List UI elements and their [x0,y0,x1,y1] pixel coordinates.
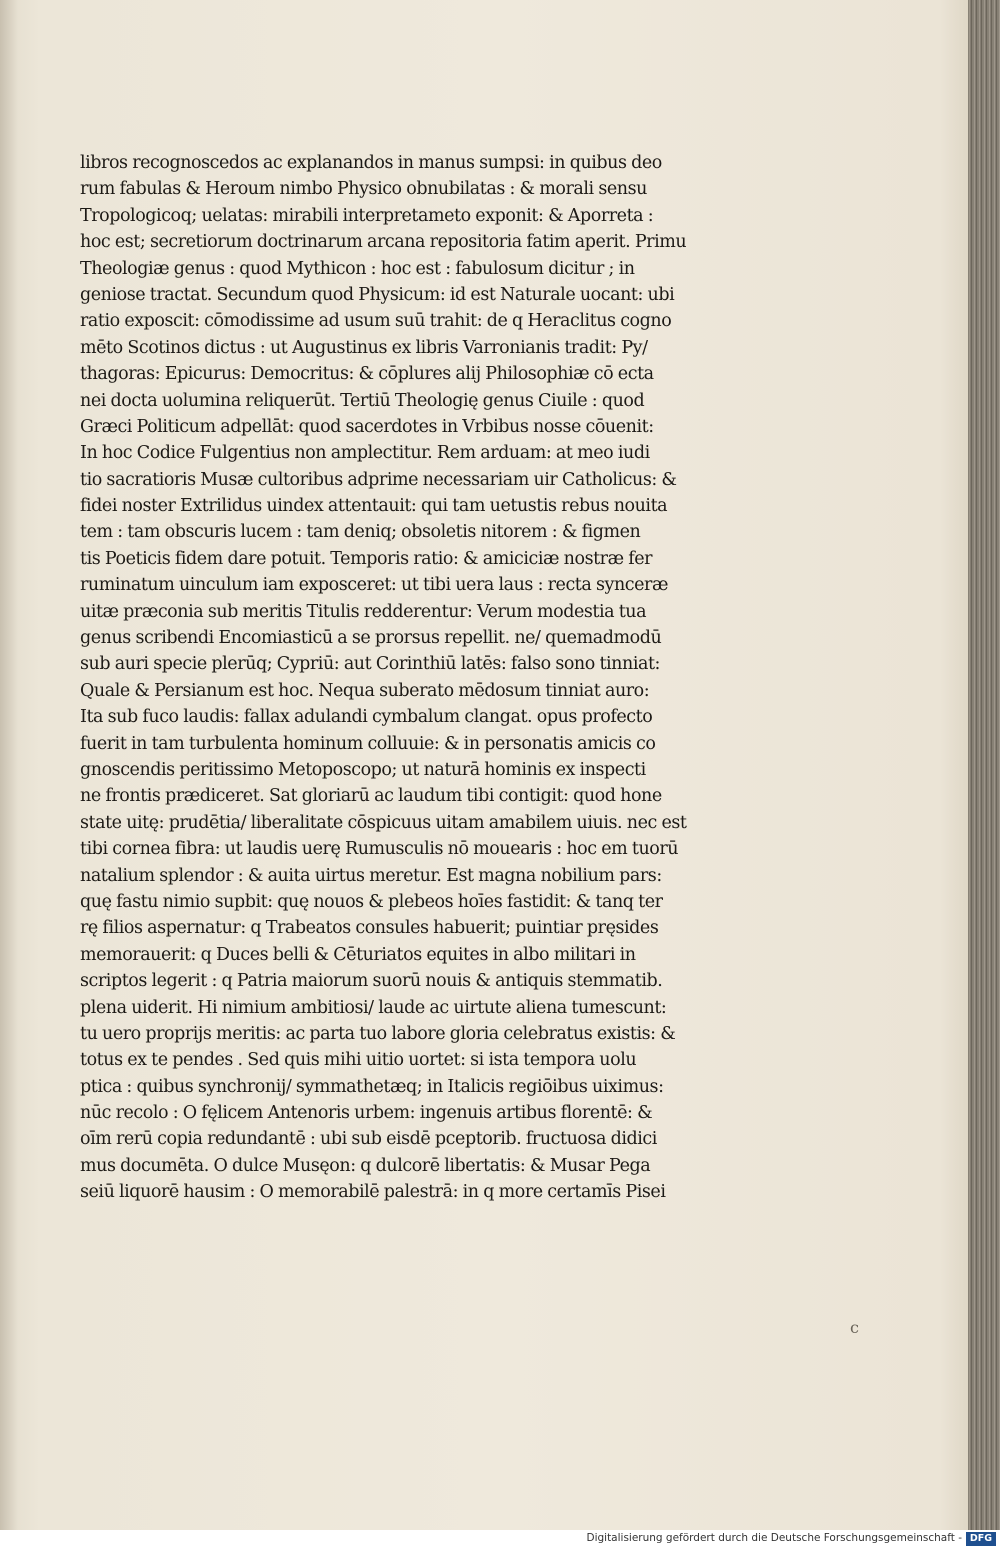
text-line: oīm rerū copia redundantē : ubi sub eisdē pceptorib. fructuosa didici [80,1129,657,1150]
text-line: libros recognoscedos ac explanandos in manus sumpsi: in quibus deo [80,153,662,173]
text-line: natalium splendor : & auita uirtus meretur. Est magna nobilium pars: [80,865,662,886]
text-line: fidei noster Extrilidus uindex attentauit: qui tam uetustis rebus nouita [80,496,668,517]
text-line: sub auri specie plerūq; Cypriū: aut Corinthiū latēs: falso sono tinniat: [80,654,660,675]
text-line: Theologiæ genus : quod Mythicon : hoc est : fabulosum dicitur ; in [80,258,635,279]
text-line: nūc recolo : O fęlicem Antenoris urbem: ingenuis artibus florentē: & [80,1103,653,1124]
text-line: Tropologicoq; uelatas: mirabili interpretameto exponit: & Aporreta : [80,205,654,226]
text-line: seiū liquorē hausim : O memorabilē palestrā: in q more certamīs Pisei [80,1182,666,1203]
page-signature-mark: c [850,1318,859,1337]
text-line: hoc est; secretiorum doctrinarum arcana repositoria fatim aperit. Primu [80,232,687,253]
text-line: Græci Politicum adpellāt: quod sacerdotes in Vrbibus nosse cōuenit: [80,416,654,437]
text-line: plena uiderit. Hi nimium ambitiosi/ laude ac uirtute aliena tumescunt: [80,997,667,1018]
text-line: gnoscendis peritissimo Metoposcopo; ut naturā hominis ex inspecti [80,759,646,780]
text-line: quę fastu nimio supbit: quę nouos & plebeos hoīes fastidit: & tanq ter [80,891,663,912]
text-line: state uitę: prudētia/ liberalitate cōspicuus uitam amabilem uiuis. nec est [80,812,687,833]
text-line: thagoras: Epicurus: Democritus: & cōplures alij Philosophiæ cō ecta [80,364,654,385]
text-line: nei docta uolumina reliquerūt. Tertiū Theologię genus Ciuile : quod [80,390,645,411]
text-line: tu uero proprijs meritis: ac parta tuo labore gloria celebratus existis: & [80,1023,676,1044]
text-line: tibi cornea fibra: ut laudis uerę Rumusculis nō mouearis : hoc em tuorū [80,839,679,860]
gutter-shadow [0,0,18,1530]
book-page-edge [968,0,1000,1530]
text-line: memorauerit: q Duces belli & Cēturiatos equites in albo militari in [80,944,636,965]
text-line: tio sacratioris Musæ cultoribus adprime necessariam uir Catholicus: & [80,469,677,490]
text-block [80,150,770,1206]
text-line: rę filios aspernatur: q Trabeatos consules habuerit; puintiar pręsides [80,918,659,939]
text-line: uitæ præconia sub meritis Titulis redderentur: Verum modestia tua [80,601,647,622]
text-line: mēto Scotinos dictus : ut Augustinus ex libris Varronianis tradit: Py/ [80,337,648,358]
text-line: ruminatum uinculum iam exposceret: ut tibi uera laus : recta synceræ [80,575,668,596]
text-line: totus ex te pendes . Sed quis mihi uitio uortet: si ista tempora uolu [80,1050,637,1071]
text-line: Ita sub fuco laudis: fallax adulandi cymbalum clangat. opus profecto [80,707,653,728]
text-line: fuerit in tam turbulenta hominum colluuie: & in personatis amicis co [80,733,656,754]
text-line: ptica : quibus synchronij/ symmathetæq; in Italicis regiōibus uiximus: [80,1076,664,1097]
text-line: rum fabulas & Heroum nimbo Physico obnubilatas : & morali sensu [80,179,647,200]
dfg-logo: DFG [966,1532,996,1546]
text-line: ne frontis prædiceret. Sat gloriarū ac laudum tibi contigit: quod hone [80,786,662,807]
text-line: ratio exposcit: cōmodissime ad usum suū trahit: de q Heraclitus cogno [80,311,672,332]
text-line: mus documēta. O dulce Musęon: q dulcorē libertatis: & Musar Pega [80,1155,651,1176]
text-line: tis Poeticis fidem dare potuit. Temporis ratio: & amiciciæ nostræ fer [80,548,653,569]
funding-credit: Digitalisierung gefördert durch die Deutsche Forschungsgemeinschaft - [586,1532,962,1544]
text-line: genus scribendi Encomiasticū a se prorsus repellit. ne/ quemadmodū [80,628,662,649]
text-line: In hoc Codice Fulgentius non amplectitur. Rem arduam: at meo iudi [80,443,650,464]
text-line: scriptos legerit : q Patria maiorum suorū nouis & antiquis stemmatib. [80,971,663,992]
text-line: geniose tractat. Secundum quod Physicum: id est Naturale uocant: ubi [80,284,675,305]
text-line: tem : tam obscuris lucem : tam deniq; obsoletis nitorem : & figmen [80,522,641,543]
text-line: Quale & Persianum est hoc. Nequa suberato mēdosum tinniat auro: [80,680,650,701]
